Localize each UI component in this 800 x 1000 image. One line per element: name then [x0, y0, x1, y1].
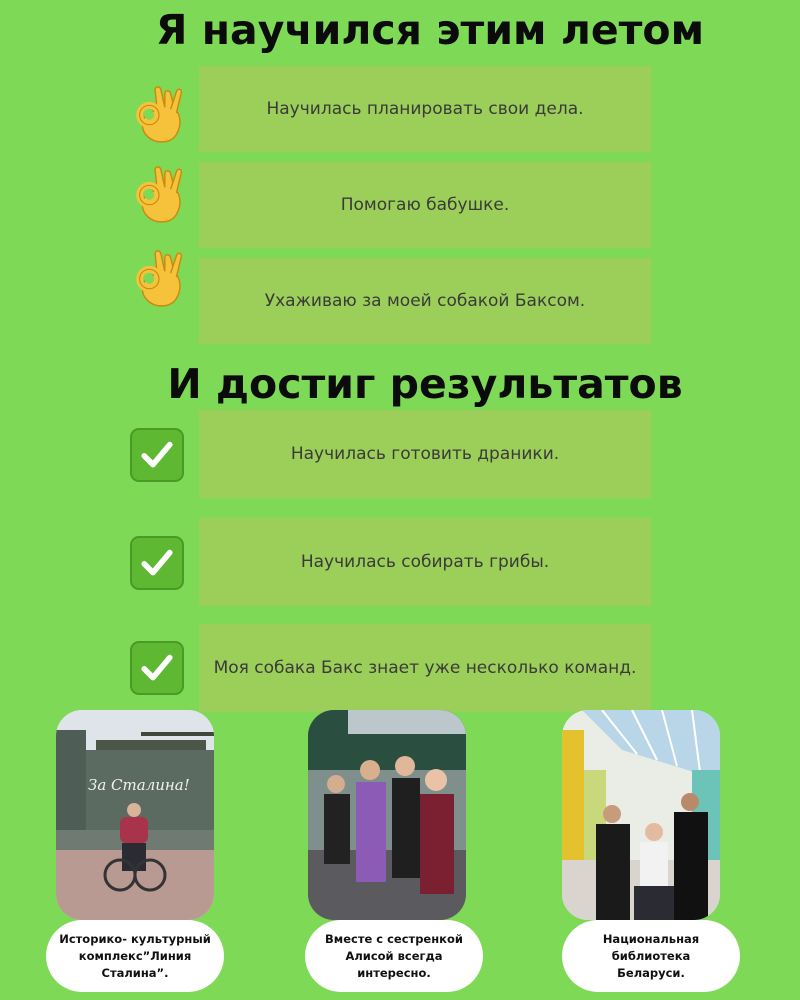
- ok-hand-icon: [128, 164, 190, 226]
- result-item-text: Моя собака Бакс знает уже несколько команд.: [213, 658, 637, 678]
- photo-sisters: [308, 710, 466, 920]
- learned-item-text: Помогаю бабушке.: [340, 195, 510, 215]
- caption-line: Национальная библиотека: [602, 931, 700, 963]
- result-item-text: Научилась собирать грибы.: [300, 552, 550, 572]
- learned-item-text: Ухаживаю за моей собакой Баксом.: [264, 291, 586, 311]
- caption-line: Вместе с сестренкой: [325, 931, 463, 946]
- results-heading: И достиг результатов: [167, 360, 683, 408]
- check-mark-icon: [130, 536, 184, 590]
- caption-line: Алисой всегда интересно.: [345, 948, 443, 980]
- caption-stalin-line: [46, 920, 224, 992]
- check-mark-icon: [130, 428, 184, 482]
- learned-item-2: [199, 162, 651, 248]
- learned-heading: Я научился этим летом: [155, 6, 705, 54]
- result-item-text: Научилась готовить драники.: [290, 444, 560, 464]
- learned-item-1: [199, 66, 651, 152]
- learned-item-3: [199, 258, 651, 344]
- result-item-2: [199, 518, 651, 606]
- caption-library: [562, 920, 740, 992]
- caption-line: Беларуси.: [617, 965, 685, 980]
- stalin-sign-text: За Сталина!: [88, 776, 190, 794]
- caption-line: комплекс”Линия Сталина”.: [78, 948, 192, 980]
- photo-library: [562, 710, 720, 920]
- photo-stalin-line: [56, 710, 214, 920]
- learned-item-text: Научилась планировать свои дела.: [266, 99, 584, 119]
- result-item-1: [199, 410, 651, 498]
- check-mark-icon: [130, 641, 184, 695]
- result-item-3: [199, 624, 651, 712]
- caption-line: Историко- культурный: [59, 931, 211, 946]
- caption-sisters: [305, 920, 483, 992]
- ok-hand-icon: [128, 248, 190, 310]
- ok-hand-icon: [128, 84, 190, 146]
